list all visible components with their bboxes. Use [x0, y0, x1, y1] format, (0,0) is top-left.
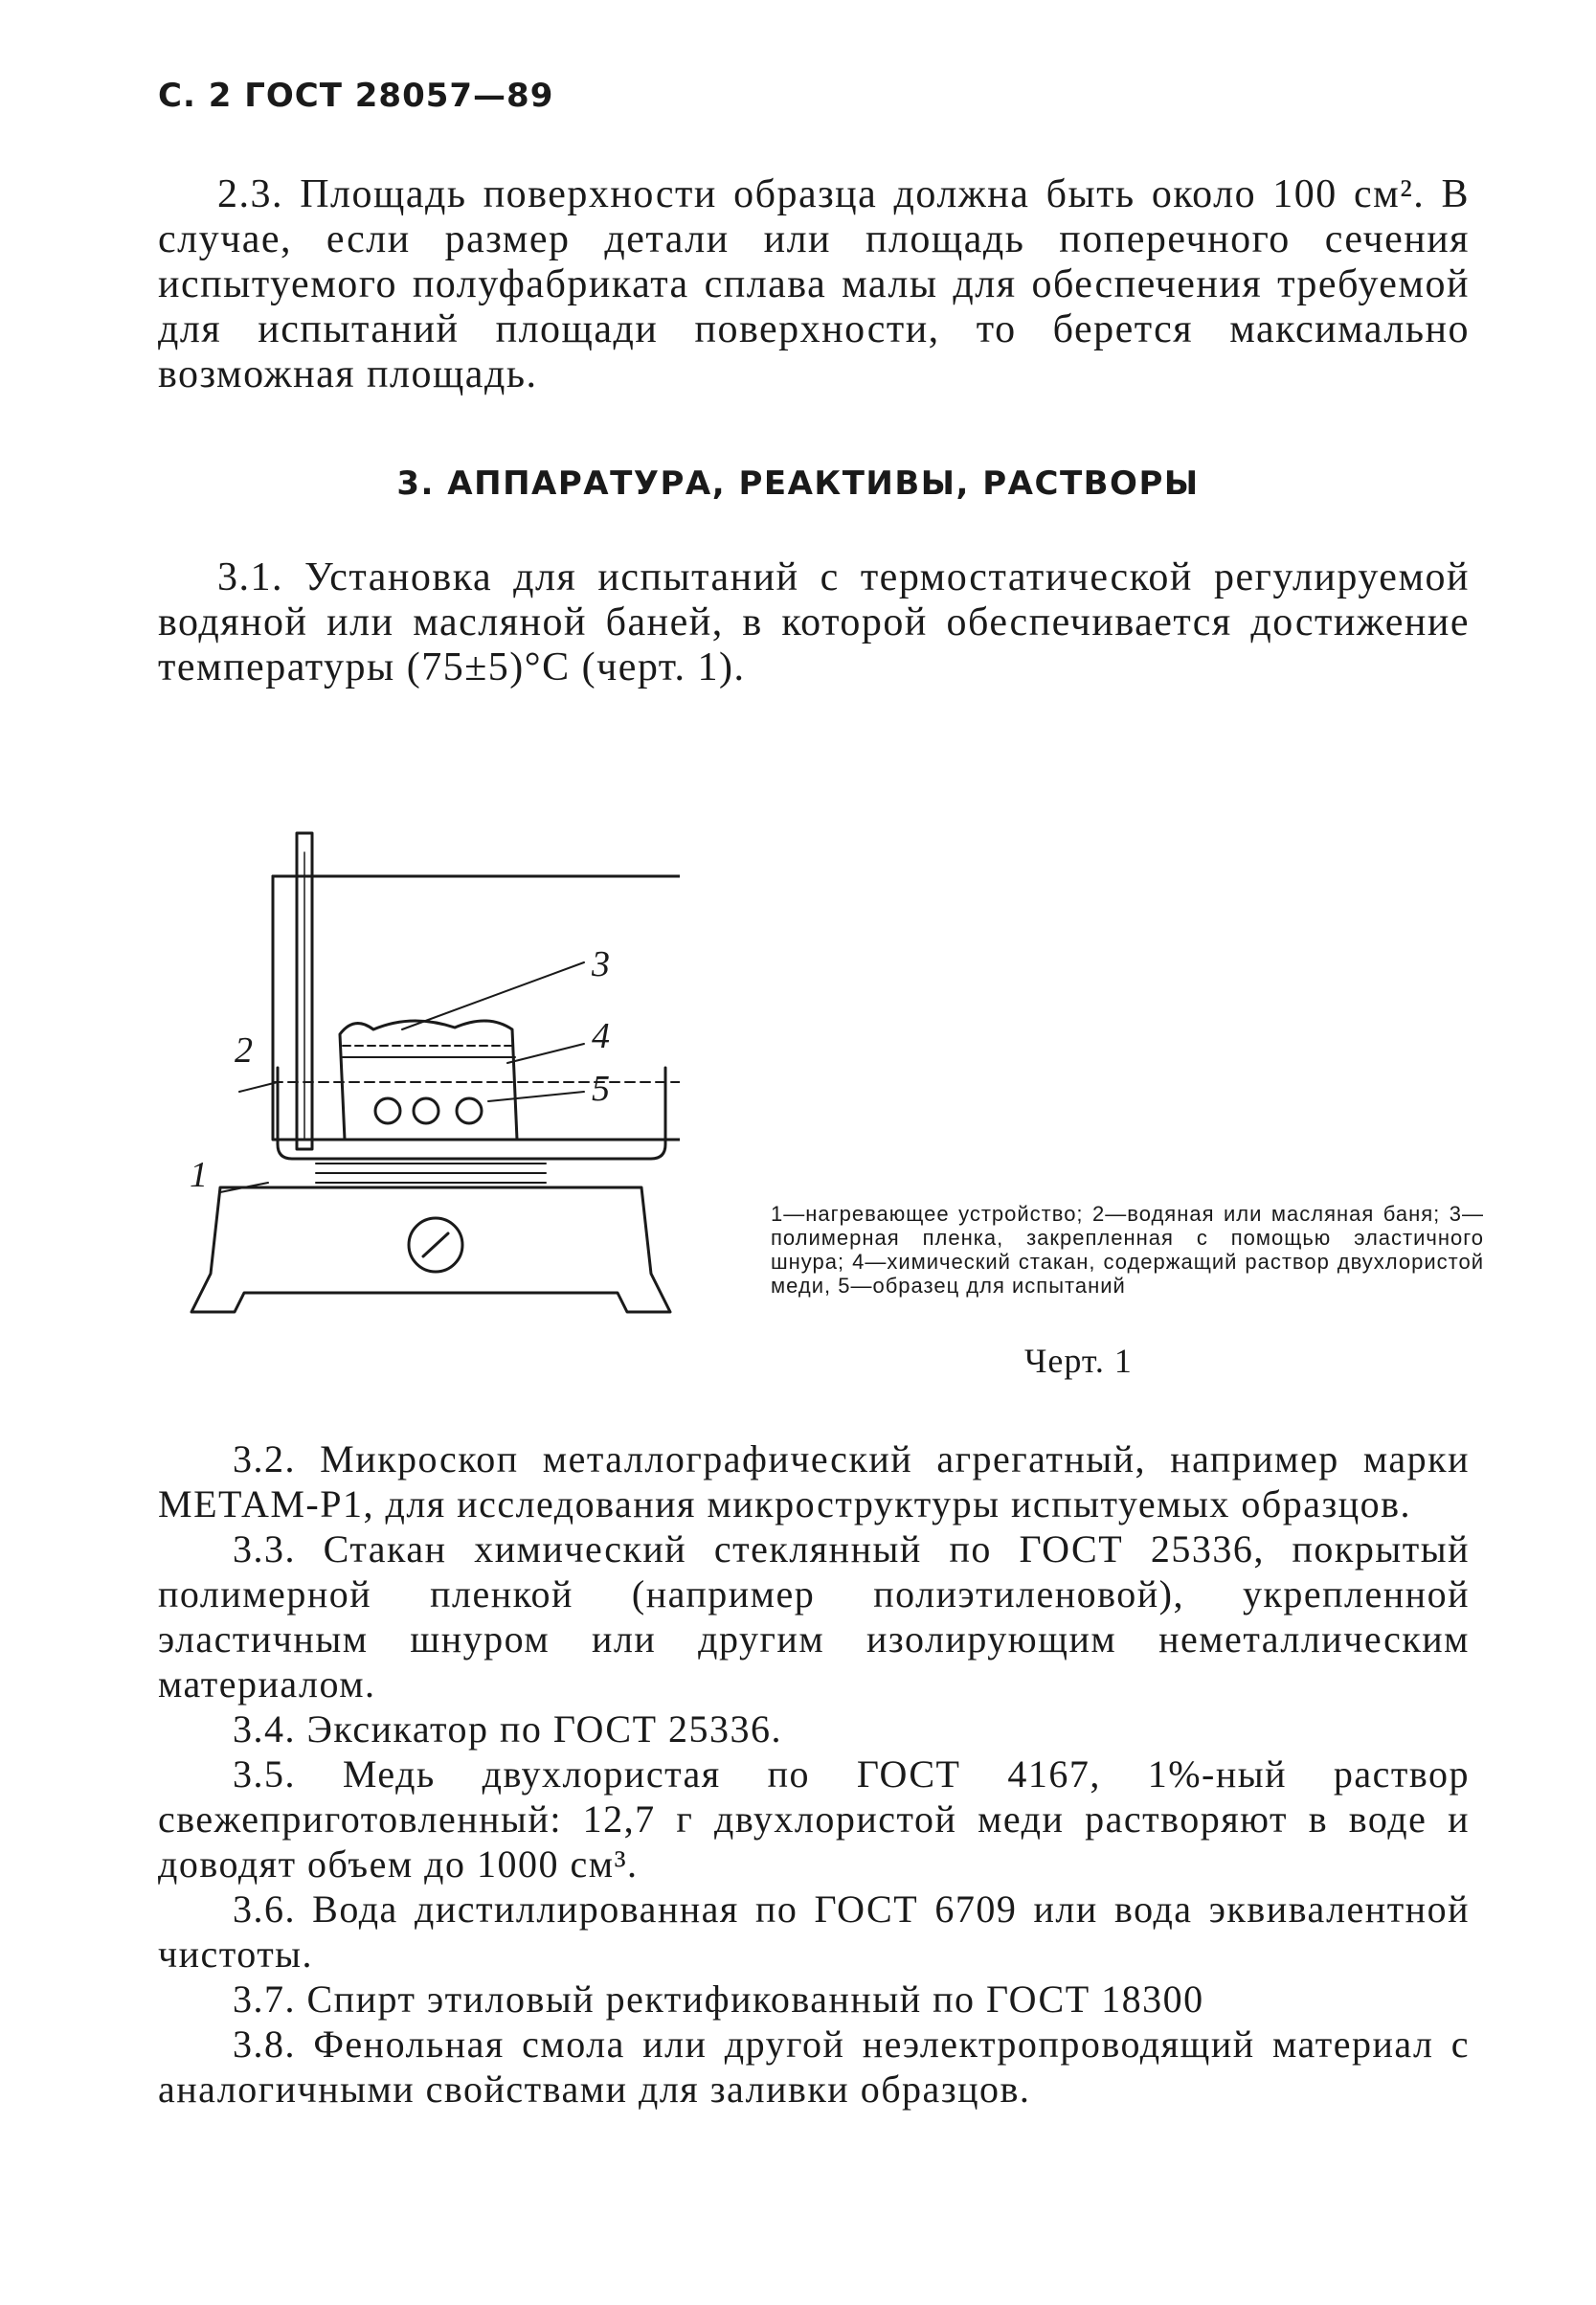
figure-title: Черт. 1 [1024, 1342, 1133, 1380]
figure-label-2: 2 [235, 1030, 253, 1071]
list-item-3-3 [158, 1526, 1470, 1706]
list-item-3-6 [158, 1887, 1470, 1977]
sample-1-shape [375, 1098, 400, 1123]
figure-label-1: 1 [190, 1155, 208, 1195]
apparatus-figure [182, 824, 680, 1379]
list-item-text: 3.7. Спирт этиловый ректификованный по ГОСТ 18300 [233, 1977, 1204, 2021]
paragraph-3-1 [158, 555, 1470, 690]
list-item-3-7 [158, 1977, 1470, 2022]
list-item-3-4 [158, 1706, 1470, 1751]
list-item-text: 3.4. Эксикатор по ГОСТ 25336. [233, 1707, 783, 1751]
list-item-text: 3.8. Фенольная смола или другой неэлектропроводящий материал с аналогичными свойствами для заливки образцов. [158, 2023, 1470, 2111]
figure-label-4: 4 [592, 1016, 610, 1056]
figure-caption: 1—нагревающее устройство; 2—водяная или масляная баня; 3—полимерная пленка, закрепленная с помощью эластичного шнура; 4—химический стакан, содержащий раствор двухлористой меди, 5—образец для испытаний [771, 1202, 1484, 1298]
figure-label-3: 3 [592, 944, 610, 984]
sample-2-shape [414, 1098, 438, 1123]
list-item-text: 3.6. Вода дистиллированная по ГОСТ 6709 или вода эквивалентной чистоты. [158, 1887, 1470, 1976]
list-item-3-8 [158, 2022, 1470, 2112]
list-item-text: 3.2. Микроскоп металлографический агрегатный, например марки МЕТАМ-Р1, для исследования микроструктуры испытуемых образцов. [158, 1437, 1470, 1525]
paragraph-2-3-text: 2.3. Площадь поверхности образца должна быть около 100 см². В случае, если размер детали или площадь поперечного сечения испытуемого полуфабриката сплава малы для обеспечения требуемой для испытаний площади поверхности, то берется максимально возможная площадь. [158, 172, 1470, 396]
list-item-3-2 [158, 1436, 1470, 1526]
list-item-3-5 [158, 1751, 1470, 1887]
page-header: С. 2 ГОСТ 28057—89 [158, 77, 554, 115]
section-title: 3. АППАРАТУРА, РЕАКТИВЫ, РАСТВОРЫ [396, 464, 1200, 503]
apparatus-list [158, 1436, 1470, 2112]
list-item-text: 3.5. Медь двухлористая по ГОСТ 4167, 1%-ный раствор свежеприготовленный: 12,7 г двухлористой меди растворяют в воде и доводят объем до 1000 см³. [158, 1752, 1470, 1886]
figure-label-5: 5 [592, 1069, 610, 1109]
list-item-text: 3.3. Стакан химический стеклянный по ГОСТ 25336, покрытый полимерной пленкой (например полиэтиленовой), укрепленной эластичным шнуром или другим изолирующим неметаллическим материалом. [158, 1527, 1470, 1706]
paragraph-3-1-text: 3.1. Установка для испытаний с термостатической регулируемой водяной или масляной баней, в которой обеспечивается достижение температуры (75±5)°С (черт. 1). [158, 555, 1470, 689]
sample-3-shape [457, 1098, 482, 1123]
paragraph-2-3 [158, 172, 1470, 397]
